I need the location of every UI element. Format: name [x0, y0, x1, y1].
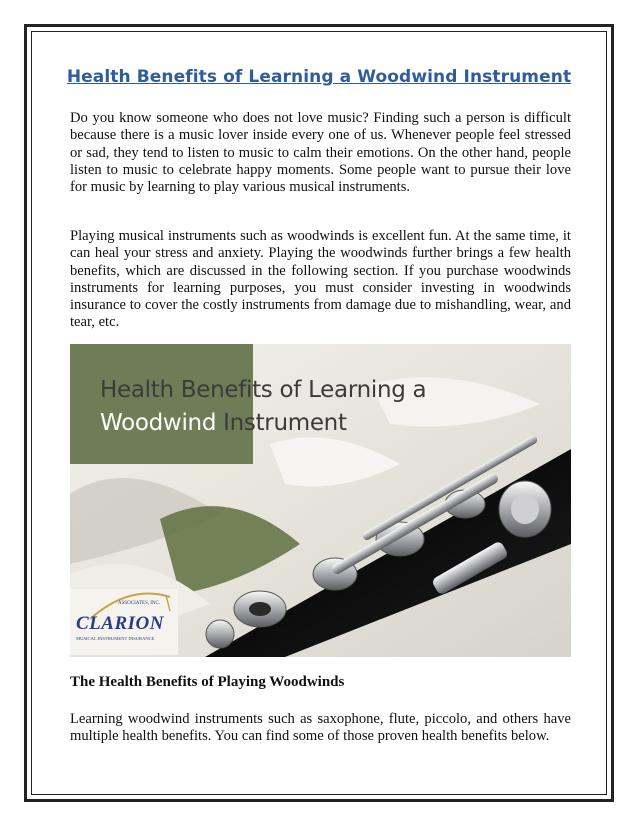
hero-title-word-instrument: Instrument — [216, 410, 347, 436]
logo-tagline: MUSICAL INSTRUMENT INSURANCE — [76, 636, 155, 641]
logo-name: CLARION — [76, 613, 164, 634]
hero-image — [70, 344, 571, 657]
hero-title-line-1: Health Benefits of Learning a — [100, 377, 427, 403]
section-heading: The Health Benefits of Playing Woodwinds — [70, 674, 345, 690]
logo-associates: ASSOCIATES, INC. — [118, 601, 161, 606]
benefits-paragraph: Learning woodwind instruments such as saxophone, flute, piccolo, and others have multiple health benefits. You can find some of those proven health benefits below. — [70, 711, 571, 745]
hero-title — [100, 374, 426, 440]
clarion-logo — [70, 589, 178, 655]
woodwinds-paragraph: Playing musical instruments such as woodwinds is excellent fun. At the same time, it can heal your stress and anxiety. Playing the woodwinds further brings a few health benefits, which are discussed in the following section. If you purchase woodwinds instruments for learning purposes, you must consider investing in woodwinds insurance to cover the costly instruments from damage due to mishandling, wear, and tear, etc. — [70, 228, 571, 331]
document-title: Health Benefits of Learning a Woodwind Instrument — [66, 67, 572, 88]
intro-paragraph: Do you know someone who does not love music? Finding such a person is difficult because there is a music lover inside every one of us. Whenever people feel stressed or sad, they tend to listen to music to calm their emotions. On the other hand, people listen to music to celebrate happy moments. Some people want to pursue their love for music by learning to play various musical instruments. — [70, 110, 571, 196]
hero-title-word-woodwind: Woodwind — [100, 410, 217, 436]
